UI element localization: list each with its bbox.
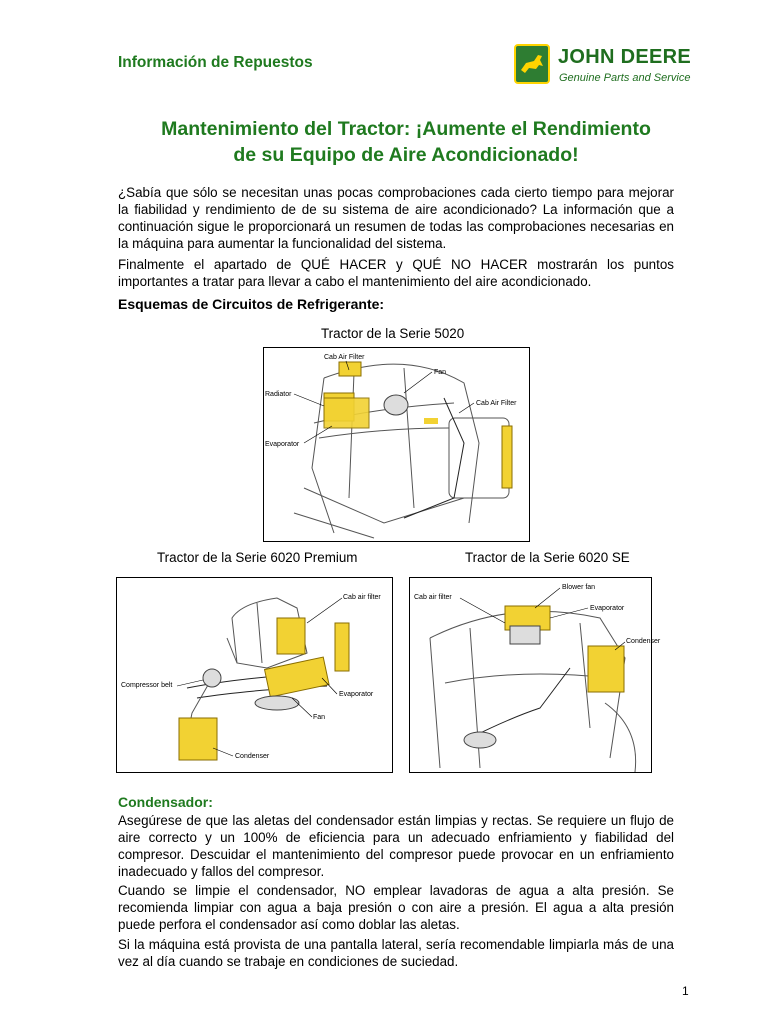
logo-name: JOHN DEERE bbox=[558, 46, 692, 68]
label-cab-air-filter-2: Cab Air Filter bbox=[476, 400, 517, 407]
page-number: 1 bbox=[682, 984, 689, 998]
label-compressor-belt: Compressor belt bbox=[121, 682, 173, 689]
label-fan: Fan bbox=[434, 369, 447, 376]
figure-6020-se bbox=[409, 577, 661, 773]
label-cab-air-filter: Cab Air Filter bbox=[324, 354, 365, 361]
john-deere-logo bbox=[514, 42, 694, 90]
condenser-heading: Condensador: bbox=[118, 794, 213, 810]
logo-tagline: Genuine Parts and Service bbox=[559, 72, 691, 84]
label-radiator: Radiator bbox=[265, 391, 292, 398]
condenser-paragraph-2: Cuando se limpie el condensador, NO emplear lavadoras de agua a alta presión. Se recomienda limpiar con agua a baja presión o con aire a presión. El agua a alta presión puede perfora el condensador así como doblar las aletas. bbox=[118, 883, 674, 932]
intro-paragraph-1: ¿Sabía que sólo se necesitan unas pocas comprobaciones cada cierto tiempo para mejorar la fiabilidad y rendimiento de de su sistema de aire acondicionado? La información que a continuación sigue le proporcionará un resumen de todas las comprobaciones necesarias en la máquina para aumentar la funcionalidad del sistema. bbox=[118, 185, 674, 251]
figure-6020-premium bbox=[116, 577, 393, 773]
condenser-paragraph-1: Asegúrese de que las aletas del condensador están limpias y rectas. Se requiere un flujo de aire correcto y un 100% de eficiencia para un adecuado enfriamiento y fiabilidad del compresor. Descuidar el mantenimiento del compresor puede provocar en un enfriamiento inadecuado y fallos del compresor. bbox=[118, 813, 674, 879]
intro-paragraph-2: Finalmente el apartado de QUÉ HACER y QUÉ NO HACER mostrarán los puntos importantes a tratar para llevar a cabo el mantenimiento del aire acondicionado. bbox=[118, 257, 674, 289]
schematics-heading: Esquemas de Circuitos de Refrigerante: bbox=[118, 296, 385, 312]
label-condenser: Condenser bbox=[235, 753, 270, 760]
deer-logo-icon bbox=[514, 44, 550, 84]
label-evaporator: Evaporator bbox=[590, 605, 625, 612]
label-cab-air-filter: Cab air filter bbox=[414, 594, 452, 601]
caption-6020-premium: Tractor de la Serie 6020 Premium bbox=[157, 550, 358, 565]
label-fan: Fan bbox=[313, 714, 326, 721]
label-evaporator: Evaporator bbox=[265, 441, 300, 448]
label-evaporator: Evaporator bbox=[339, 691, 374, 698]
label-blower-fan: Blower fan bbox=[562, 584, 596, 591]
page-title-line1: Mantenimiento del Tractor: ¡Aumente el Rendimiento bbox=[161, 118, 651, 140]
caption-5020: Tractor de la Serie 5020 bbox=[321, 326, 465, 341]
page-title bbox=[118, 116, 694, 168]
condenser-paragraph-3: Si la máquina está provista de una pantalla lateral, sería recomendable limpiarla más de una vez al día cuando se trabaje en condiciones de suciedad. bbox=[118, 937, 674, 969]
figure-5020 bbox=[263, 347, 530, 542]
label-condenser: Condenser bbox=[626, 638, 661, 645]
page-title-line2: de su Equipo de Aire Acondicionado! bbox=[233, 144, 579, 166]
caption-6020-se: Tractor de la Serie 6020 SE bbox=[465, 550, 630, 565]
label-cab-air-filter: Cab air filter bbox=[343, 594, 381, 601]
header-title: Información de Repuestos bbox=[118, 54, 313, 71]
